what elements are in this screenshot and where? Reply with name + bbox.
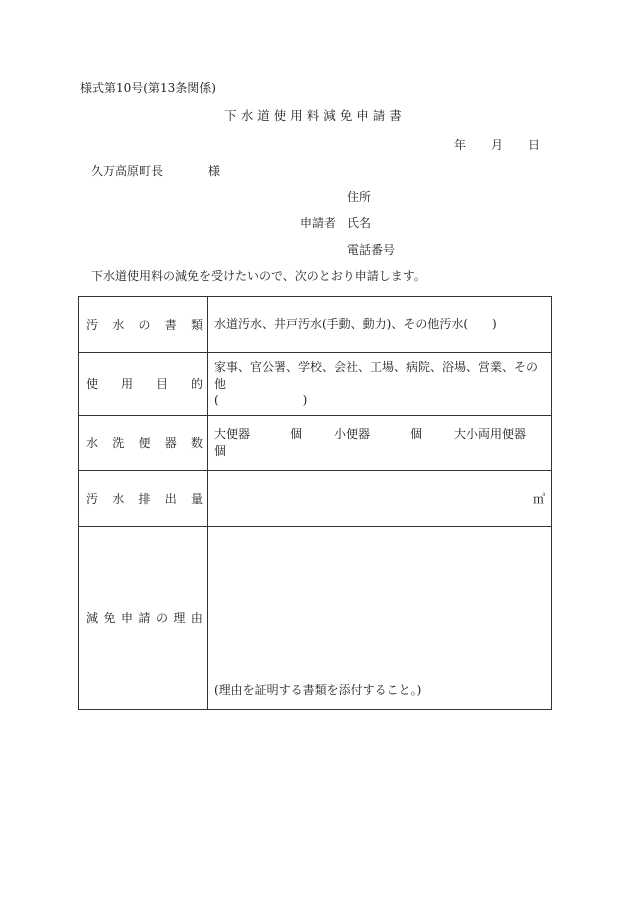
toilet-count-field[interactable] [208, 416, 552, 471]
applicant-label: 申請者 [300, 216, 337, 230]
table-row [79, 471, 552, 527]
usage-purpose-field[interactable] [208, 353, 552, 416]
usage-purpose-options: 家事、官公署、学校、会社、工場、病院、浴場、営業、その他 ( ) [214, 359, 539, 408]
addressee: 久万高原町長 [91, 164, 164, 178]
date-year-label: 年 [454, 138, 467, 152]
usage-purpose-label-cell [79, 353, 208, 416]
application-table [78, 296, 552, 710]
sewage-type-field[interactable] [208, 297, 552, 353]
phone-label: 電話番号 [347, 243, 396, 257]
honorific: 様 [208, 164, 221, 178]
date-day-label: 日 [528, 138, 541, 152]
discharge-volume-field[interactable] [208, 471, 552, 527]
sewage-type-options: 水道汚水、井戸汚水(手動、動力)、その他汚水( ) [214, 317, 497, 332]
document-title: 下水道使用料減免申請書 [224, 108, 406, 123]
address-label: 住所 [347, 190, 372, 204]
discharge-volume-label-cell [79, 471, 208, 527]
reduction-reason-field[interactable] [208, 527, 552, 710]
name-label: 氏名 [347, 216, 372, 230]
form-number: 様式第10号(第13条関係) [80, 81, 216, 95]
discharge-volume-label: 汚 水 排 出 量 [86, 491, 203, 506]
reduction-reason-label: 減 免 申 請 の 理 由 [86, 611, 203, 625]
request-sentence: 下水道使用料の減免を受けたいので、次のとおり申請します。 [91, 269, 426, 283]
table-row [79, 353, 552, 416]
table-row [79, 527, 552, 710]
toilet-count-label: 水 洗 便 器 数 [86, 436, 203, 450]
usage-purpose-label: 使 用 目 的 [86, 377, 203, 391]
reason-attachment-note: (理由を証明する書類を添付すること。) [214, 683, 422, 697]
sewage-type-label-cell [79, 297, 208, 353]
date-line [454, 139, 540, 151]
date-month-label: 月 [491, 138, 504, 152]
toilet-count-label-cell [79, 416, 208, 471]
table-row [79, 416, 552, 471]
reduction-reason-label-cell [79, 527, 208, 710]
table-row [79, 297, 552, 353]
cubic-meter-unit: ㎥ [532, 492, 545, 506]
toilet-count-entries: 大便器 個 小便器 個 大小両用便器 個 [214, 427, 527, 458]
sewage-type-label: 汚 水 の 書 類 [86, 317, 203, 332]
